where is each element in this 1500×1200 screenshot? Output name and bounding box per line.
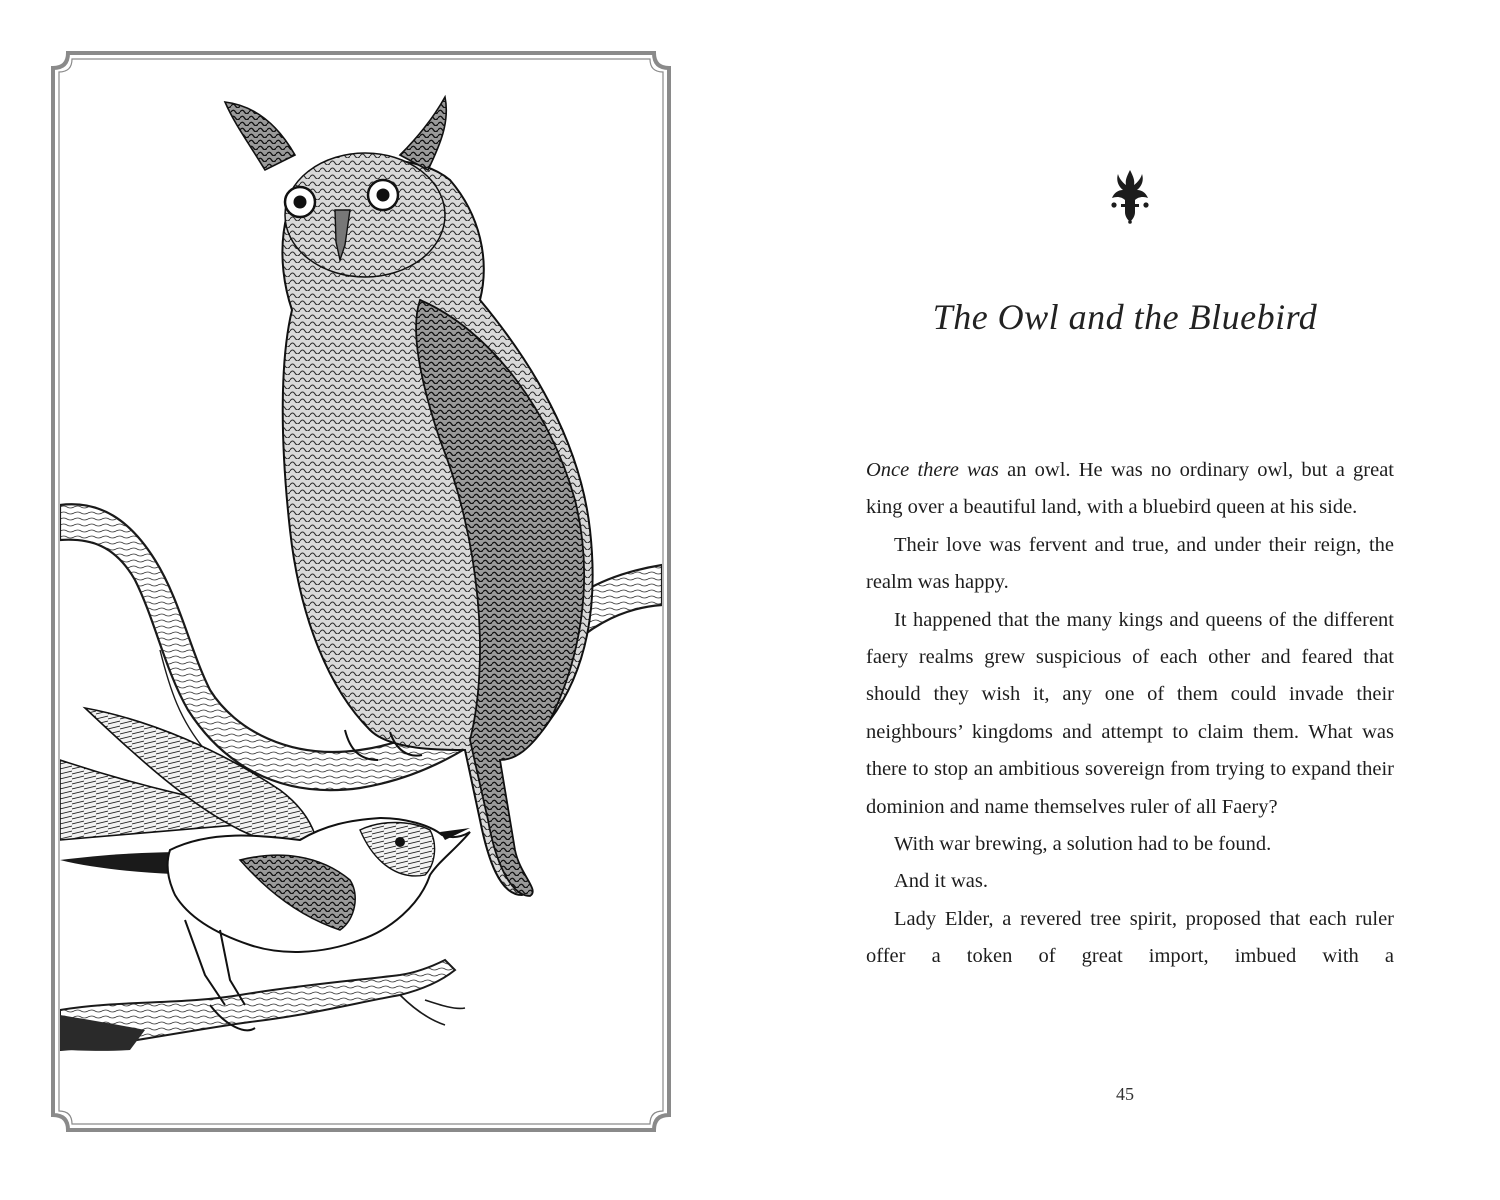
chapter-title: The Owl and the Bluebird [932,297,1318,337]
fleur-de-lis-icon [1109,168,1151,224]
owl-bluebird-illustration [60,60,662,1123]
paragraph: It happened that the many kings and queens of the different faery realms grew suspicious of each other and feared that should they wish it, any one of them could invade their neighbours’ kingdoms and attempt to claim them. What was there to stop an ambitious sovereign from trying to expand their dominion and name themselves ruler of all Faery? [866,608,1394,818]
paragraph: Their love was fervent and true, and under their reign, the realm was happy. [866,533,1394,594]
paragraph: And it was. [894,870,988,893]
right-page [750,0,1500,1200]
paragraph-text: an owl. He was no ordinary owl, but a great king over a beautiful land, with a bluebird queen at his side. [866,459,1394,519]
paragraph-lead: Once there was [866,459,999,481]
paragraph: With war brewing, a solution had to be found. [894,833,1272,856]
paragraph: Lady Elder, a revered tree spirit, proposed that each ruler offer a token of great import, imbued with a [866,907,1394,968]
body-text [866,452,1394,976]
page-number: 45 [1116,1084,1134,1104]
paragraph [866,452,1394,527]
